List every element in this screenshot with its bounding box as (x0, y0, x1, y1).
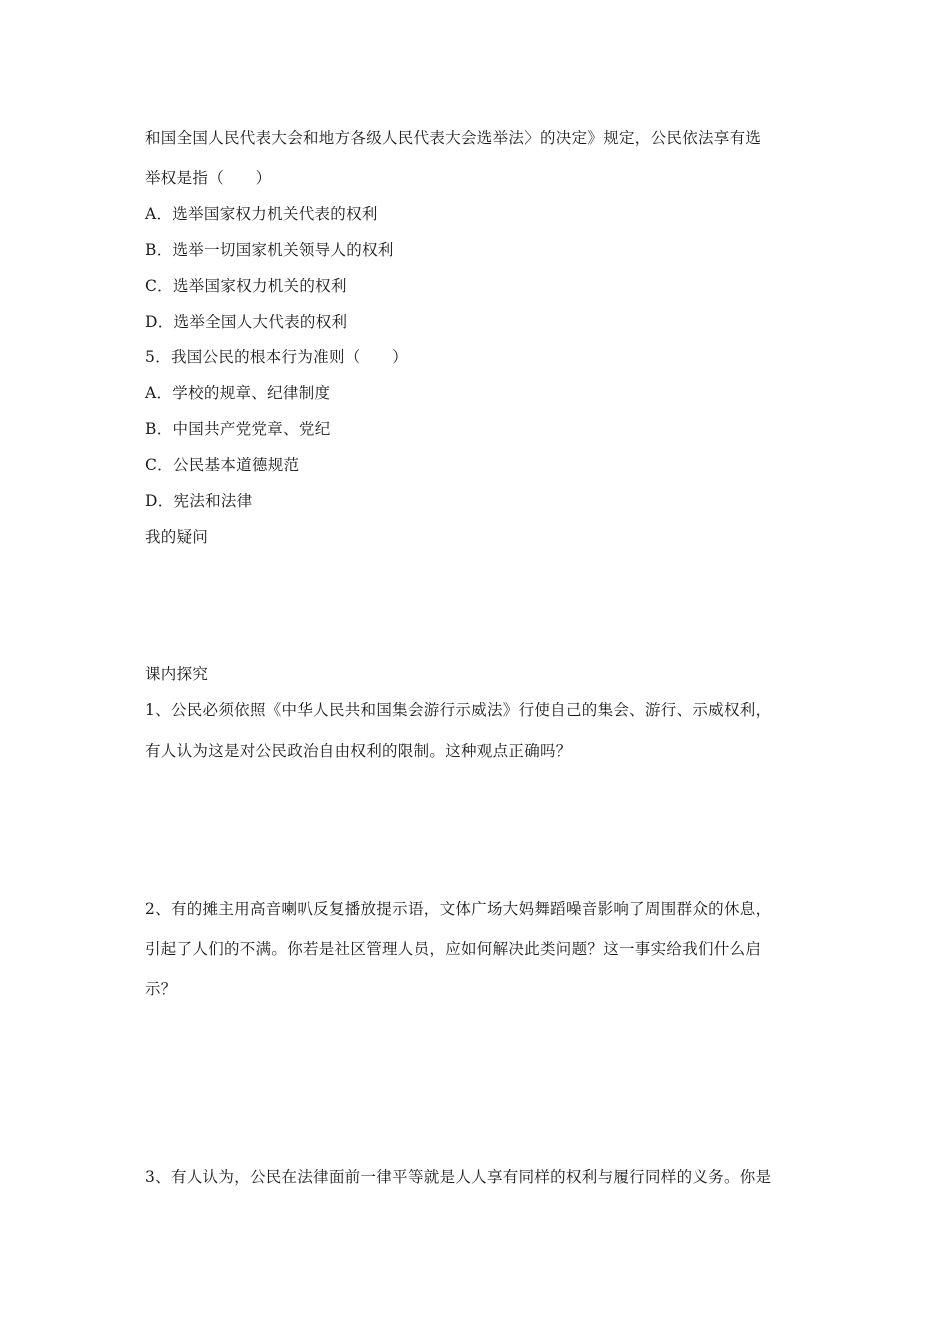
q4-option-a: A．选举国家权力机关代表的权利 (145, 205, 378, 223)
q5-stem: 5．我国公民的根本行为准则（ ） (145, 348, 408, 366)
inquiry-3-line-1: 3、有人认为，公民在法律面前一律平等就是人人享有同样的权利与履行同样的义务。你是 (145, 1168, 772, 1186)
q5-option-a: A．学校的规章、纪律制度 (145, 384, 331, 402)
inquiry-2-line-2: 引起了人们的不满。你若是社区管理人员，应如何解决此类问题？这一事实给我们什么启 (145, 940, 762, 958)
section-in-class-inquiry: 课内探究 (145, 665, 209, 683)
q5-option-b: B．中国共产党党章、党纪 (145, 420, 331, 438)
q4-option-b: B．选举一切国家机关领导人的权利 (145, 241, 394, 259)
section-my-questions: 我的疑问 (145, 528, 209, 546)
q5-option-c: C．公民基本道德规范 (145, 456, 300, 474)
q5-option-d: D．宪法和法律 (145, 492, 253, 510)
inquiry-2-line-1: 2、有的摊主用高音喇叭反复播放提示语，文体广场大妈舞蹈噪音影响了周围群众的休息， (145, 900, 772, 918)
inquiry-2-line-3: 示？ (145, 980, 177, 998)
q4-option-d: D．选举全国人大代表的权利 (145, 313, 348, 331)
q4-option-c: C．选举国家权力机关的权利 (145, 277, 347, 295)
inquiry-1-line-1: 1、公民必须依照《中华人民共和国集会游行示威法》行使自己的集会、游行、示威权利， (145, 701, 772, 719)
inquiry-1-line-2: 有人认为这是对公民政治自由权利的限制。这种观点正确吗？ (145, 742, 572, 760)
q4-stem-line-2: 举权是指（ ） (145, 169, 272, 187)
q4-stem-line-1: 和国全国人民代表大会和地方各级人民代表大会选举法〉的决定》规定，公民依法享有选 (145, 129, 762, 147)
